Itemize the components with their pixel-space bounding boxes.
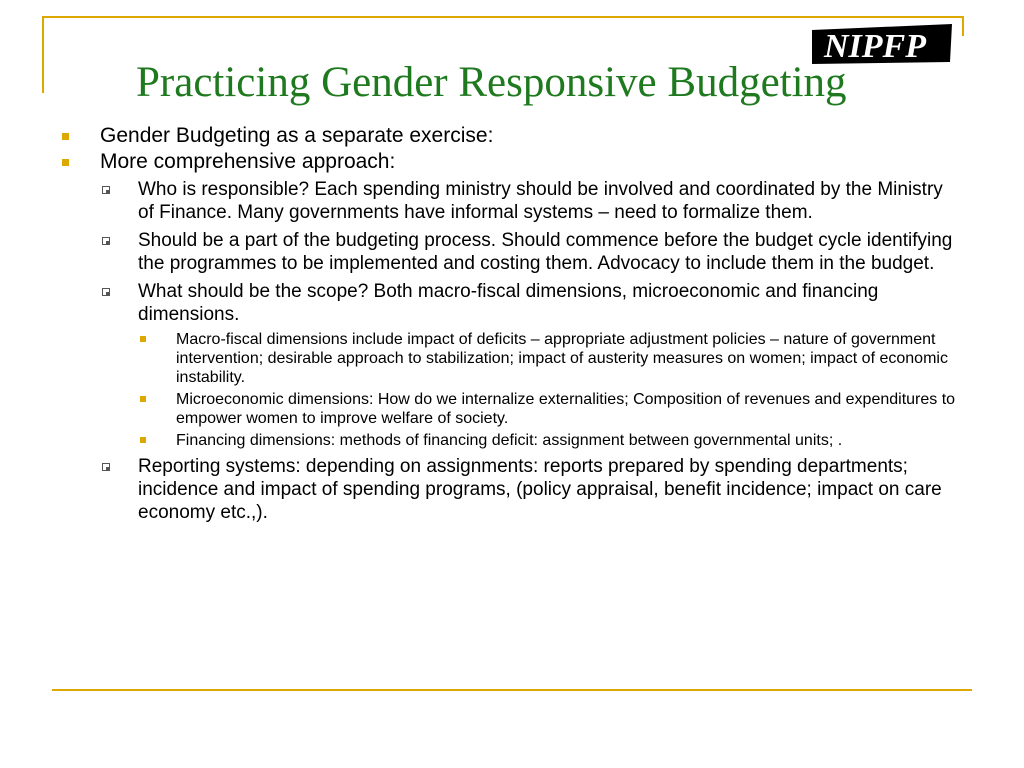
bullet-item [62, 123, 962, 149]
scope-bullet-item [138, 330, 962, 387]
checkbox-bullet-icon [102, 186, 110, 194]
scope-bullet-text: Microeconomic dimensions: How do we internalize externalities; Composition of revenues and expenditures to empower women to improve welfare of society. [176, 391, 956, 427]
frame-line-bottom [52, 689, 972, 691]
sub-bullet-text: Who is responsible? Each spending ministry should be involved and coordinated by the Ministry of Finance. Many governments have informal systems – need to formalize them. [138, 179, 943, 223]
sub-bullet-item [100, 229, 962, 275]
frame-line-right [962, 16, 964, 36]
slide-title: Practicing Gender Responsive Budgeting [136, 59, 847, 106]
square-bullet-icon [140, 396, 146, 402]
scope-bullet-item [138, 431, 962, 450]
sub-bullet-item [100, 178, 962, 224]
checkbox-bullet-icon [102, 463, 110, 471]
frame-line-left [42, 16, 44, 93]
scope-bullet-item [138, 390, 962, 428]
sub-bullet-text: Reporting systems: depending on assignments: reports prepared by spending departments; incidence and impact of spending programs, (policy appraisal, benefit incidence; impact on care economy etc.,). [138, 456, 942, 523]
square-bullet-icon [140, 336, 146, 342]
sub-bullet-item [100, 280, 962, 450]
sub-bullet-text: What should be the scope? Both macro-fiscal dimensions, microeconomic and financing dimensions. [138, 281, 879, 325]
slide-content [62, 123, 962, 529]
square-bullet-icon [140, 437, 146, 443]
bullet-list [62, 123, 962, 524]
bullet-text: Gender Budgeting as a separate exercise: [100, 124, 494, 147]
bullet-item [62, 149, 962, 524]
logo-text: NIPFP [824, 28, 926, 65]
bullet-text: More comprehensive approach: [100, 150, 396, 173]
scope-bullet-list [138, 330, 962, 450]
sub-bullet-text: Should be a part of the budgeting process. Should commence before the budget cycle identifying the programmes to be implemented and costing them. Advocacy to include them in the budget. [138, 230, 953, 274]
square-bullet-icon [62, 133, 69, 140]
checkbox-bullet-icon [102, 237, 110, 245]
sub-bullet-item [100, 455, 962, 524]
sub-bullet-list [100, 178, 962, 524]
checkbox-bullet-icon [102, 288, 110, 296]
frame-line-top [42, 16, 962, 18]
square-bullet-icon [62, 159, 69, 166]
scope-bullet-text: Macro-fiscal dimensions include impact of deficits – appropriate adjustment policies – nature of government intervention; desirable approach to stabilization; impact of austerity measures on women; impact of economic instability. [176, 331, 948, 386]
scope-bullet-text: Financing dimensions: methods of financing deficit: assignment between governmental units; . [176, 432, 843, 449]
